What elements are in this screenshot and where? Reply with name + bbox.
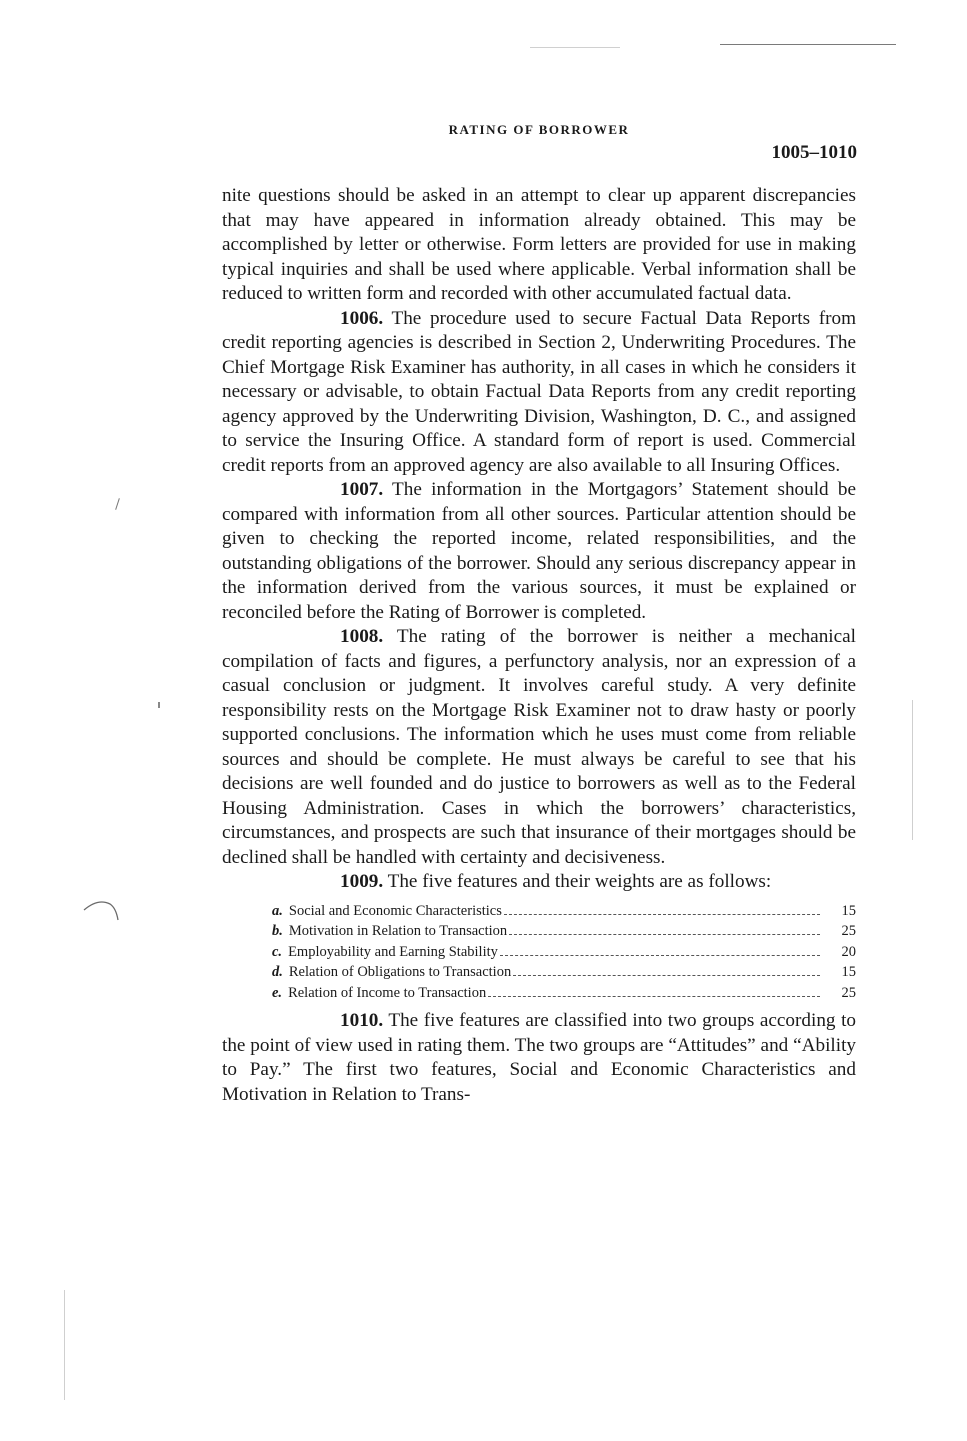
feature-weight-row <box>272 942 856 963</box>
scan-artifact-top-line <box>720 44 896 45</box>
scan-artifact-right-edge <box>912 700 913 840</box>
feature-weight-row <box>272 983 856 1004</box>
paragraph-1009 <box>222 870 856 895</box>
running-head: RATING OF BORROWER <box>448 122 630 137</box>
scan-artifact-left-dot <box>158 702 160 708</box>
dot-leader <box>504 914 820 915</box>
paragraph-1008 <box>222 625 856 870</box>
feature-weight: 15 <box>841 964 856 981</box>
paragraph-text: The five features and their weights are as follows: <box>383 871 772 892</box>
feature-label: Social and Economic Characteristics <box>288 902 502 919</box>
feature-label: Motivation in Relation to Transaction <box>288 923 508 940</box>
paragraph-number: 1008. <box>340 626 384 647</box>
feature-label: Employability and Earning Stability <box>288 943 498 960</box>
paragraph-number: 1006. <box>340 307 384 329</box>
feature-weight: 20 <box>841 943 856 960</box>
paragraph-1005-continued: nite questions should be asked in an attempt to clear up apparent discrepancies that may have appeared in information already obtained. This may be accomplished by letter or otherwise. Form letters are provided for use in making typical inquiries and shall be used where applicable. Verbal information shall be reduced to written form and recorded with other accumulated factual data. <box>222 185 856 304</box>
dot-leader <box>500 955 820 956</box>
dot-leader <box>509 934 820 935</box>
paragraph-number: 1010. <box>340 1010 384 1032</box>
scan-artifact-top-faint <box>530 47 620 48</box>
feature-weight: 25 <box>841 984 856 1001</box>
feature-letter: d. <box>272 964 283 981</box>
paragraph-number: 1009. <box>340 871 384 892</box>
feature-letter: e. <box>272 984 283 1001</box>
scan-artifact-left-edge <box>64 1290 65 1400</box>
paragraph-text: The information in the Mortgagors’ Statement should be compared with information from all other sources. Particular attention should be given to checking the reported income, related responsibilities, and the outstanding obligations of the borrower. Should any serious discrepancy appear in the information derived from the various sources, it must be explained or reconciled before the Rating of Borrower is completed. <box>222 479 856 623</box>
paragraph-1006 <box>222 307 856 479</box>
paragraph-text: The five features are classified into two groups according to the point of view used in rating them. The two groups are “Attitudes” and “Ability to Pay.” The first two features, Social and Economic Characteristics and Motivation in Relation to Trans- <box>222 1010 856 1105</box>
scan-artifact-left-tick <box>115 498 120 510</box>
feature-weights-list <box>272 901 856 1004</box>
feature-weight: 25 <box>841 923 856 940</box>
dot-leader <box>488 996 820 997</box>
scan-artifact-arc <box>82 896 126 936</box>
feature-letter: a. <box>272 902 283 919</box>
paragraph-text: The rating of the borrower is neither a mechanical compilation of facts and figures, a perfunctory analysis, nor an expression of a casual conclusion or judgment. It involves careful study. A very definite responsibility rests on the Mortgage Risk Examiner not to draw hasty or poorly supported conclusions. The information which he uses must come from reliable sources and should be complete. He must always be careful to see that his decisions are well founded and do justice to borrowers as well as to the Federal Housing Administration. Cases in which the borrowers’ characteristics, circumstances, and prospects are such that insurance of their mortgages should be declined shall be handled with certainty and decisiveness. <box>222 626 856 868</box>
feature-weight-row <box>272 901 856 922</box>
feature-letter: c. <box>272 943 283 960</box>
feature-letter: b. <box>272 923 283 940</box>
body-text <box>222 184 856 1107</box>
feature-label: Relation of Income to Transaction <box>288 984 487 1001</box>
feature-label: Relation of Obligations to Transaction <box>288 964 512 981</box>
paragraph-1010 <box>222 1009 856 1107</box>
paragraph-text: The procedure used to secure Factual Data Reports from credit reporting agencies is described in Section 2, Underwriting Procedures. The Chief Mortgage Risk Examiner has authority, in all cases in which he considers it necessary or advisable, to obtain Factual Data Reports from any credit reporting agency approved by the Underwriting Division, Washington, D. C., and assigned to service the Insuring Office. A standard form of report is used. Commercial credit reports from an approved agency are also available to all Insuring Offices. <box>222 307 856 476</box>
paragraph-1007 <box>222 478 856 625</box>
feature-weight: 15 <box>841 902 856 919</box>
section-range: 1005–1010 <box>771 142 857 163</box>
feature-weight-row <box>272 921 856 942</box>
feature-weight-row <box>272 962 856 983</box>
dot-leader <box>513 975 820 976</box>
paragraph-number: 1007. <box>340 479 384 500</box>
